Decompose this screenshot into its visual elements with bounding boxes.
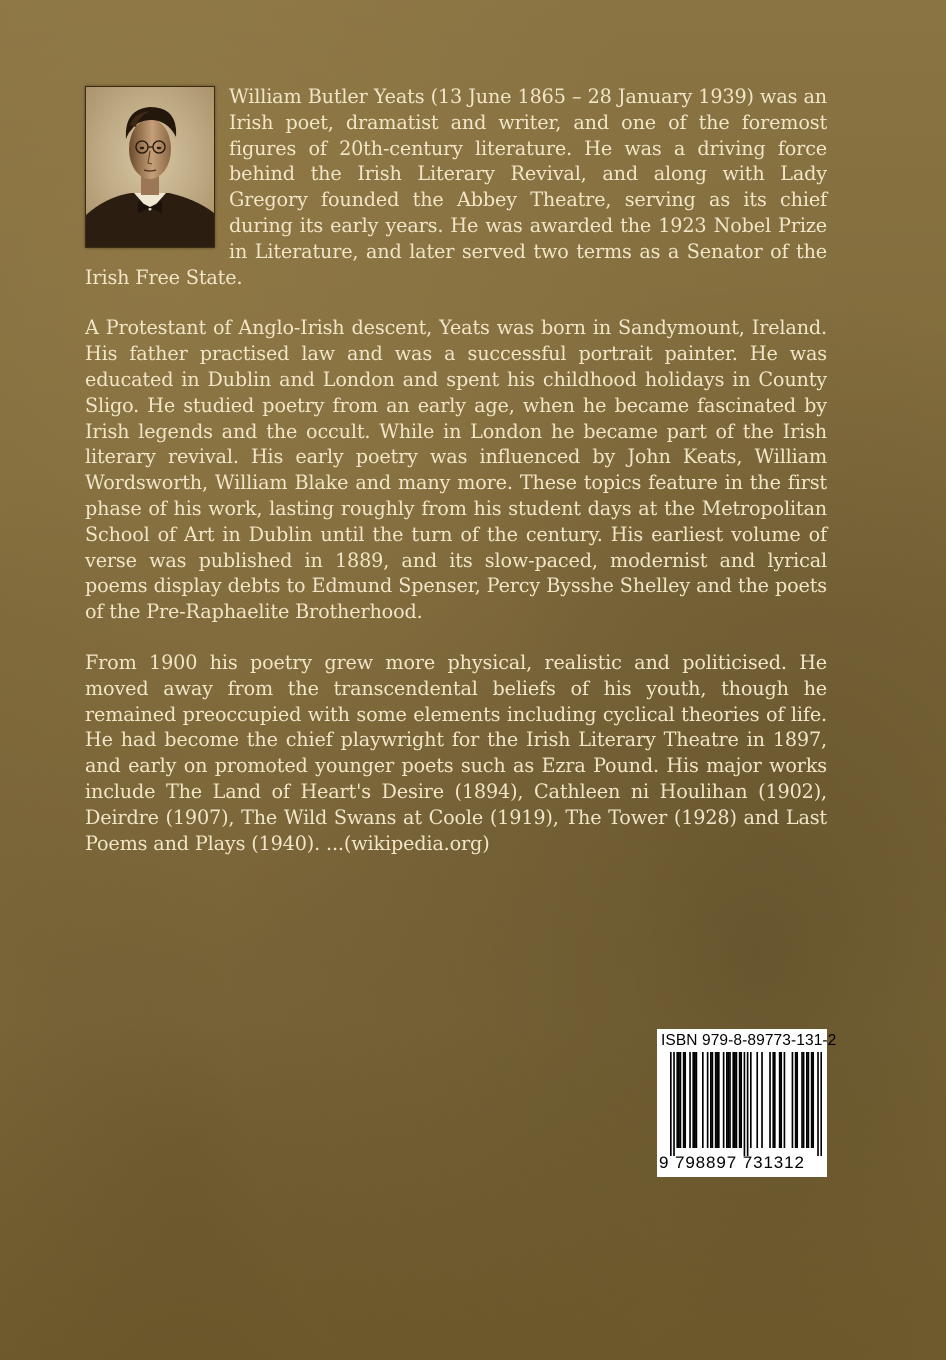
- barcode-bar: [710, 1052, 712, 1148]
- barcode-bar: [811, 1052, 813, 1148]
- barcode-bar: [747, 1052, 749, 1156]
- barcode-bar: [684, 1052, 686, 1148]
- barcode-bar: [761, 1052, 763, 1148]
- biography-paragraph-1: William Butler Yeats (13 June 1865 – 28 January 1939) was an Irish poet, dramatist and writer, and one of the foremost figures of 20th-century literature. He was a driving force behind the Irish Literary Revival, and along with Lady Gregory founded the Abbey Theatre, serving as its chief during its early years. He was awarded the 1923 Nobel Prize in Literature, and later served two terms as a Senator of the Irish Free State.: [85, 85, 827, 289]
- barcode-bar: [728, 1052, 730, 1148]
- barcode-bar: [780, 1052, 782, 1148]
- barcode-bar: [772, 1052, 774, 1148]
- isbn-label: ISBN 979-8-89773-131-2: [661, 1032, 837, 1049]
- barcode-bar: [673, 1052, 675, 1156]
- barcode-bar: [678, 1052, 680, 1148]
- barcode-bar: [723, 1052, 725, 1148]
- barcode-bar: [692, 1052, 694, 1148]
- barcode-bar: [801, 1052, 803, 1148]
- barcode-bar: [739, 1052, 741, 1148]
- author-biography: [85, 84, 827, 881]
- barcode-bar: [796, 1052, 798, 1148]
- barcode-bar: [744, 1052, 746, 1156]
- barcode-bar: [774, 1052, 776, 1148]
- barcode-bar: [726, 1052, 728, 1148]
- barcode-bar: [689, 1052, 691, 1148]
- biography-paragraph-2: A Protestant of Anglo-Irish descent, Yeats was born in Sandymount, Ireland. His father practised law and was a successful portrait painter. He was educated in Dublin and London and spent his childhood holidays in County Sligo. He studied poetry from an early age, when he became fascinated by Irish legends and the occult. While in London he became part of the Irish literary revival. His early poetry was influenced by John Keats, William Wordsworth, William Blake and many more. These topics feature in the first phase of his work, lasting roughly from his student days at the Metropolitan School of Art in Dublin until the turn of the century. His earliest volume of verse was published in 1889, and its slow-paced, modernist and lyrical poems display debts to Edmund Spenser, Percy Bysshe Shelley and the poets of the Pre-Raphaelite Brotherhood.: [85, 316, 827, 624]
- barcode-bar: [694, 1052, 696, 1148]
- barcode-digits: 9 798897 731312: [659, 1153, 805, 1172]
- barcode-bar: [812, 1052, 814, 1148]
- barcode-bar: [734, 1052, 736, 1148]
- barcode-bar: [729, 1052, 731, 1148]
- barcode-bar: [716, 1052, 718, 1148]
- barcode-bar: [736, 1052, 738, 1148]
- barcode-bar: [670, 1052, 672, 1156]
- barcode-bar: [803, 1052, 805, 1148]
- barcode-bar: [756, 1052, 758, 1148]
- barcode-bar: [817, 1052, 819, 1156]
- barcode-bar: [683, 1052, 685, 1148]
- author-portrait-photo: [85, 86, 215, 248]
- barcode-bar: [750, 1052, 752, 1148]
- barcode-bar: [784, 1052, 786, 1148]
- barcode-bar: [740, 1052, 742, 1148]
- barcode-icon: [670, 1052, 822, 1156]
- biography-paragraph-3: From 1900 his poetry grew more physical, realistic and politicised. He moved away from the transcendental beliefs of his youth, though he remained preoccupied with some elements including cyclical theories of life. He had become the chief playwright for the Irish Literary Theatre in 1897, and early on promoted younger poets such as Ezra Pound. His major works include The Land of Heart's Desire (1894), Cathleen ni Houlihan (1902), Deirdre (1907), The Wild Swans at Coole (1919), The Tower (1928) and Last Poems and Plays (1940). ...(wikipedia.org): [85, 650, 827, 855]
- barcode-bar: [712, 1052, 714, 1148]
- barcode-bar: [808, 1052, 810, 1148]
- barcode-bar: [707, 1052, 709, 1148]
- barcode-bar: [792, 1052, 794, 1148]
- isbn-barcode-box: [657, 1029, 837, 1177]
- barcode-bar: [795, 1052, 797, 1148]
- barcode-bar: [676, 1052, 678, 1148]
- barcode-bar: [718, 1052, 720, 1148]
- barcode-bar: [779, 1052, 781, 1148]
- barcode-bar: [732, 1052, 734, 1148]
- barcode-bar: [702, 1052, 704, 1148]
- barcode-bar: [820, 1052, 822, 1156]
- barcode-bar: [680, 1052, 682, 1148]
- barcode-bar: [806, 1052, 808, 1148]
- barcode-bar: [769, 1052, 771, 1148]
- barcode-bar: [696, 1052, 698, 1148]
- barcode-bar: [715, 1052, 717, 1148]
